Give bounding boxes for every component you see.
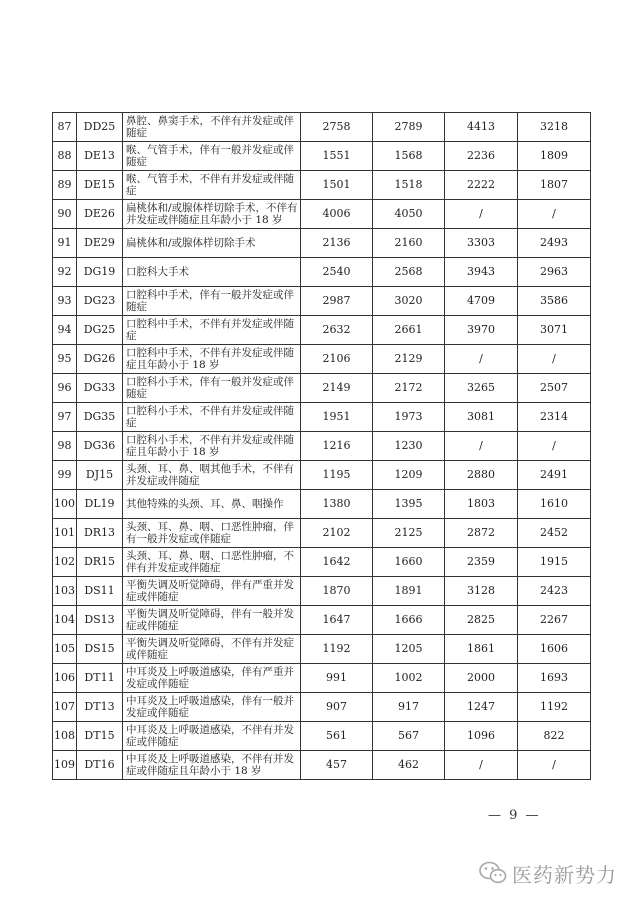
table-row [53, 229, 591, 258]
row-number: 102 [53, 548, 77, 577]
drg-code: DG26 [77, 345, 123, 374]
row-number: 107 [53, 693, 77, 722]
value-col-1: 2758 [301, 113, 373, 142]
value-col-3: 3970 [445, 316, 518, 345]
drg-name: 其他特殊的头颈、耳、鼻、咽操作 [123, 490, 301, 519]
table-row [53, 635, 591, 664]
value-col-3: 3943 [445, 258, 518, 287]
drg-code: DT13 [77, 693, 123, 722]
value-col-2: 2789 [373, 113, 445, 142]
value-col-2: 1518 [373, 171, 445, 200]
value-col-2: 1230 [373, 432, 445, 461]
drg-code: DE13 [77, 142, 123, 171]
table-row [53, 548, 591, 577]
drg-code: DG23 [77, 287, 123, 316]
drg-name: 平衡失调及听觉障碍，伴有严重并发症或伴随症 [123, 577, 301, 606]
value-col-1: 1216 [301, 432, 373, 461]
value-col-3: 3303 [445, 229, 518, 258]
value-col-2: 1002 [373, 664, 445, 693]
value-col-4: 2314 [518, 403, 591, 432]
value-col-4: / [518, 200, 591, 229]
value-col-2: 567 [373, 722, 445, 751]
value-col-3: 2880 [445, 461, 518, 490]
value-col-4: / [518, 432, 591, 461]
row-number: 92 [53, 258, 77, 287]
table-row [53, 519, 591, 548]
value-col-2: 2568 [373, 258, 445, 287]
value-col-1: 1501 [301, 171, 373, 200]
value-col-1: 2149 [301, 374, 373, 403]
row-number: 104 [53, 606, 77, 635]
value-col-3: 2359 [445, 548, 518, 577]
drg-name: 头颈、耳、鼻、咽、口恶性肿瘤，伴有一般并发症或伴随症 [123, 519, 301, 548]
value-col-4: 2423 [518, 577, 591, 606]
value-col-3: 1096 [445, 722, 518, 751]
table-row [53, 374, 591, 403]
value-col-2: 2661 [373, 316, 445, 345]
drg-name: 中耳炎及上呼吸道感染，伴有严重并发症或伴随症 [123, 664, 301, 693]
drg-name: 扁桃体和/或腺体样切除手术，不伴有并发症或伴随症且年龄小于 18 岁 [123, 200, 301, 229]
value-col-4: 3218 [518, 113, 591, 142]
value-col-4: 1192 [518, 693, 591, 722]
value-col-1: 2136 [301, 229, 373, 258]
table-row [53, 287, 591, 316]
value-col-4: / [518, 751, 591, 780]
table-row [53, 432, 591, 461]
value-col-4: 3071 [518, 316, 591, 345]
value-col-1: 907 [301, 693, 373, 722]
table-row [53, 461, 591, 490]
table-row [53, 722, 591, 751]
drg-code: DG19 [77, 258, 123, 287]
value-col-3: 3128 [445, 577, 518, 606]
value-col-4: 822 [518, 722, 591, 751]
value-col-4: / [518, 345, 591, 374]
drg-code: DE26 [77, 200, 123, 229]
row-number: 97 [53, 403, 77, 432]
row-number: 89 [53, 171, 77, 200]
drg-code: DT11 [77, 664, 123, 693]
drg-name: 中耳炎及上呼吸道感染，伴有一般并发症或伴随症 [123, 693, 301, 722]
row-number: 95 [53, 345, 77, 374]
row-number: 90 [53, 200, 77, 229]
value-col-4: 2491 [518, 461, 591, 490]
table-row [53, 200, 591, 229]
drg-name: 口腔科中手术，不伴有并发症或伴随症 [123, 316, 301, 345]
drg-name: 口腔科中手术，伴有一般并发症或伴随症 [123, 287, 301, 316]
drg-name: 口腔科小手术，不伴有并发症或伴随症且年龄小于 18 岁 [123, 432, 301, 461]
value-col-3: 1861 [445, 635, 518, 664]
value-col-1: 457 [301, 751, 373, 780]
row-number: 108 [53, 722, 77, 751]
value-col-1: 1642 [301, 548, 373, 577]
value-col-1: 2540 [301, 258, 373, 287]
table-row [53, 606, 591, 635]
value-col-2: 917 [373, 693, 445, 722]
value-col-1: 2632 [301, 316, 373, 345]
table-row [53, 577, 591, 606]
drg-name: 喉、气管手术，不伴有并发症或伴随症 [123, 171, 301, 200]
row-number: 99 [53, 461, 77, 490]
table-row [53, 664, 591, 693]
value-col-2: 1205 [373, 635, 445, 664]
value-col-2: 2129 [373, 345, 445, 374]
table-row [53, 258, 591, 287]
drg-code: DR15 [77, 548, 123, 577]
value-col-3: / [445, 345, 518, 374]
value-col-3: / [445, 200, 518, 229]
row-number: 87 [53, 113, 77, 142]
value-col-3: 2222 [445, 171, 518, 200]
value-col-2: 3020 [373, 287, 445, 316]
table-row [53, 403, 591, 432]
drg-name: 喉、气管手术，伴有一般并发症或伴随症 [123, 142, 301, 171]
value-col-2: 1891 [373, 577, 445, 606]
table-row [53, 113, 591, 142]
drg-code: DL19 [77, 490, 123, 519]
row-number: 100 [53, 490, 77, 519]
table-body [53, 113, 591, 780]
value-col-1: 991 [301, 664, 373, 693]
value-col-1: 1551 [301, 142, 373, 171]
value-col-3: 3265 [445, 374, 518, 403]
watermark [478, 858, 617, 888]
value-col-3: 1247 [445, 693, 518, 722]
row-number: 96 [53, 374, 77, 403]
value-col-1: 2987 [301, 287, 373, 316]
drg-code: DS15 [77, 635, 123, 664]
row-number: 94 [53, 316, 77, 345]
value-col-4: 3586 [518, 287, 591, 316]
value-col-4: 2493 [518, 229, 591, 258]
drg-code: DG36 [77, 432, 123, 461]
row-number: 93 [53, 287, 77, 316]
value-col-1: 2102 [301, 519, 373, 548]
drg-name: 中耳炎及上呼吸道感染，不伴有并发症或伴随症且年龄小于 18 岁 [123, 751, 301, 780]
drg-code: DS13 [77, 606, 123, 635]
drg-code: DT15 [77, 722, 123, 751]
value-col-2: 1209 [373, 461, 445, 490]
drg-code: DS11 [77, 577, 123, 606]
value-col-1: 1192 [301, 635, 373, 664]
value-col-2: 1395 [373, 490, 445, 519]
value-col-4: 1915 [518, 548, 591, 577]
value-col-1: 2106 [301, 345, 373, 374]
row-number: 91 [53, 229, 77, 258]
value-col-2: 1973 [373, 403, 445, 432]
row-number: 98 [53, 432, 77, 461]
value-col-3: 2825 [445, 606, 518, 635]
value-col-3: 2872 [445, 519, 518, 548]
value-col-3: 3081 [445, 403, 518, 432]
value-col-1: 561 [301, 722, 373, 751]
drg-code: DD25 [77, 113, 123, 142]
row-number: 88 [53, 142, 77, 171]
drg-code: DG25 [77, 316, 123, 345]
value-col-2: 2172 [373, 374, 445, 403]
drg-name: 平衡失调及听觉障碍，不伴有并发症或伴随症 [123, 635, 301, 664]
value-col-2: 2125 [373, 519, 445, 548]
value-col-2: 1568 [373, 142, 445, 171]
value-col-4: 2267 [518, 606, 591, 635]
drg-code: DE15 [77, 171, 123, 200]
drg-name: 扁桃体和/或腺体样切除手术 [123, 229, 301, 258]
drg-price-table [52, 112, 591, 780]
value-col-3: / [445, 751, 518, 780]
drg-code: DJ15 [77, 461, 123, 490]
row-number: 103 [53, 577, 77, 606]
value-col-1: 1647 [301, 606, 373, 635]
drg-code: DT16 [77, 751, 123, 780]
table-row [53, 316, 591, 345]
table-row [53, 142, 591, 171]
drg-name: 中耳炎及上呼吸道感染，不伴有并发症或伴随症 [123, 722, 301, 751]
value-col-2: 2160 [373, 229, 445, 258]
value-col-2: 1666 [373, 606, 445, 635]
table-row [53, 171, 591, 200]
row-number: 106 [53, 664, 77, 693]
value-col-1: 1870 [301, 577, 373, 606]
drg-code: DG33 [77, 374, 123, 403]
value-col-1: 1195 [301, 461, 373, 490]
table-row [53, 693, 591, 722]
table-row [53, 490, 591, 519]
value-col-4: 2507 [518, 374, 591, 403]
value-col-4: 1693 [518, 664, 591, 693]
drg-code: DR13 [77, 519, 123, 548]
row-number: 101 [53, 519, 77, 548]
drg-code: DG35 [77, 403, 123, 432]
drg-name: 口腔科小手术，不伴有并发症或伴随症 [123, 403, 301, 432]
wechat-icon [478, 860, 508, 886]
drg-name: 鼻腔、鼻窦手术，不伴有并发症或伴随症 [123, 113, 301, 142]
page-number: — 9 — [488, 808, 541, 823]
value-col-2: 4050 [373, 200, 445, 229]
row-number: 105 [53, 635, 77, 664]
drg-name: 口腔科中手术，不伴有并发症或伴随症且年龄小于 18 岁 [123, 345, 301, 374]
watermark-text: 医药新势力 [512, 862, 617, 887]
drg-name: 口腔科小手术，伴有一般并发症或伴随症 [123, 374, 301, 403]
drg-name: 口腔科大手术 [123, 258, 301, 287]
value-col-3: 2000 [445, 664, 518, 693]
table-row [53, 751, 591, 780]
table-row [53, 345, 591, 374]
value-col-4: 1807 [518, 171, 591, 200]
value-col-4: 2963 [518, 258, 591, 287]
value-col-2: 1660 [373, 548, 445, 577]
drg-name: 头颈、耳、鼻、咽其他手术，不伴有并发症或伴随症 [123, 461, 301, 490]
value-col-4: 1809 [518, 142, 591, 171]
value-col-3: / [445, 432, 518, 461]
value-col-3: 4709 [445, 287, 518, 316]
value-col-3: 1803 [445, 490, 518, 519]
value-col-3: 4413 [445, 113, 518, 142]
value-col-1: 4006 [301, 200, 373, 229]
value-col-1: 1951 [301, 403, 373, 432]
drg-name: 平衡失调及听觉障碍，伴有一般并发症或伴随症 [123, 606, 301, 635]
value-col-2: 462 [373, 751, 445, 780]
drg-name: 头颈、耳、鼻、咽、口恶性肿瘤，不伴有并发症或伴随症 [123, 548, 301, 577]
row-number: 109 [53, 751, 77, 780]
value-col-3: 2236 [445, 142, 518, 171]
value-col-4: 1610 [518, 490, 591, 519]
value-col-4: 1606 [518, 635, 591, 664]
value-col-4: 2452 [518, 519, 591, 548]
drg-code: DE29 [77, 229, 123, 258]
value-col-1: 1380 [301, 490, 373, 519]
